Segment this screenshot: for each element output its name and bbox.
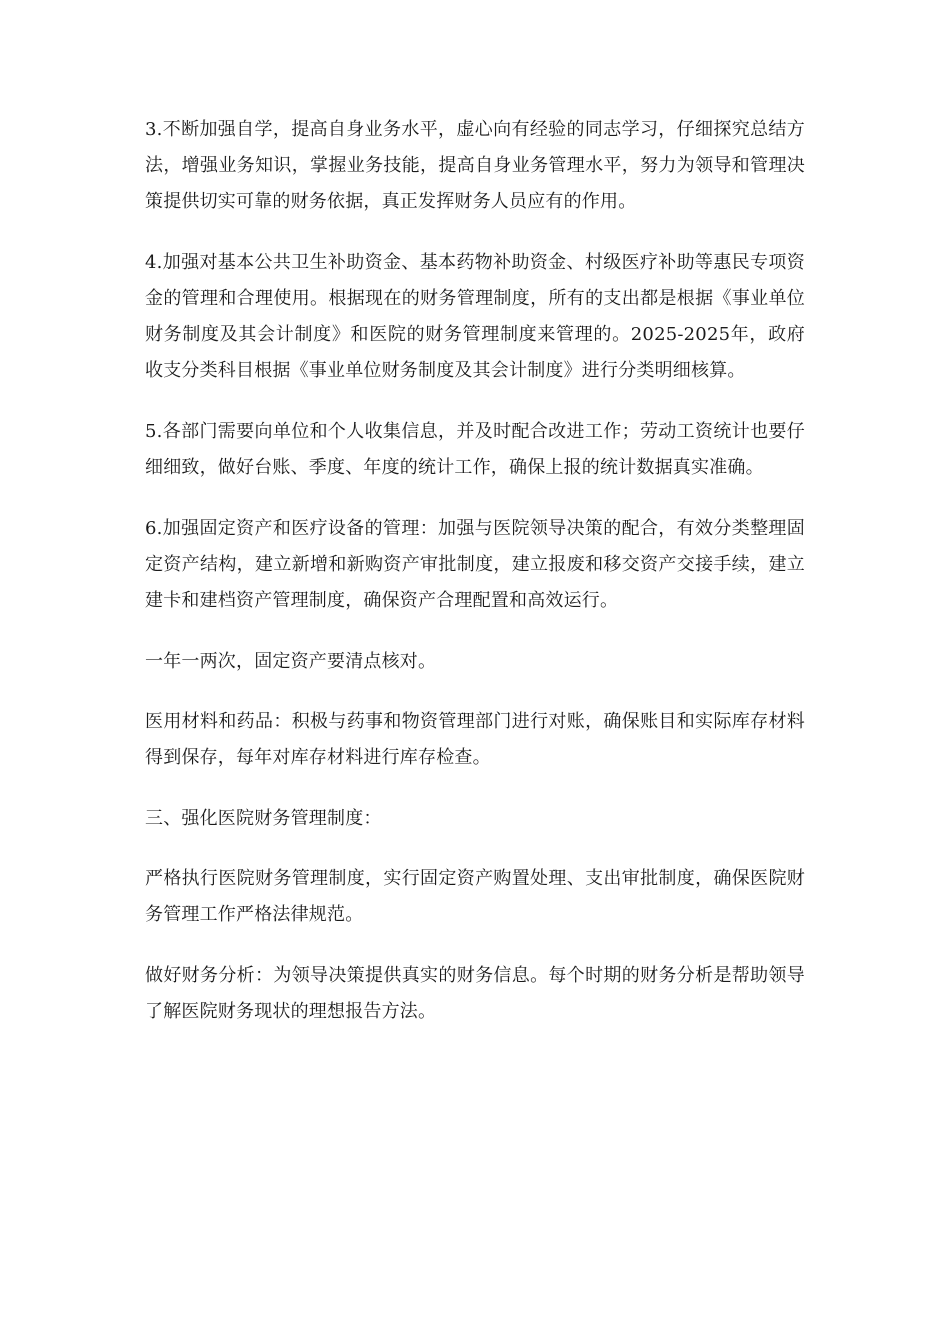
paragraph-asset-check: 一年一两次，固定资产要清点核对。: [145, 651, 437, 672]
document-body: [145, 112, 805, 1055]
paragraph-financial-analysis: 做好财务分析：为领导决策提供真实的财务信息。每个时期的财务分析是帮助领导了解医院财务现状的理想报告方法。: [145, 965, 805, 1022]
paragraph-item-6: 6.加强固定资产和医疗设备的管理：加强与医院领导决策的配合，有效分类整理固定资产结构，建立新增和新购资产审批制度，建立报废和移交资产交接手续，建立建卡和建档资产管理制度，确保资产合理配置和高效运行。: [145, 518, 805, 611]
paragraph-item-5: 5.各部门需要向单位和个人收集信息，并及时配合改进工作；劳动工资统计也要仔细细致，做好台账、季度、年度的统计工作，确保上报的统计数据真实准确。: [145, 421, 805, 478]
paragraph-medical-materials: 医用材料和药品：积极与药事和物资管理部门进行对账，确保账目和实际库存材料得到保存，每年对库存材料进行库存检查。: [145, 711, 805, 768]
paragraph-strict-execution: 严格执行医院财务管理制度，实行固定资产购置处理、支出审批制度，确保医院财务管理工作严格法律规范。: [145, 868, 805, 925]
section-heading-3: 三、强化医院财务管理制度：: [145, 808, 382, 829]
paragraph-item-4: 4.加强对基本公共卫生补助资金、基本药物补助资金、村级医疗补助等惠民专项资金的管理和合理使用。根据现在的财务管理制度，所有的支出都是根据《事业单位财务制度及其会计制度》和医院的财务管理制度来管理的。2025-2025年，政府收支分类科目根据《事业单位财务制度及其会计制度》进行分类明细核算。: [145, 252, 805, 381]
paragraph-item-3: 3.不断加强自学，提高自身业务水平，虚心向有经验的同志学习，仔细探究总结方法，增强业务知识，掌握业务技能，提高自身业务管理水平，努力为领导和管理决策提供切实可靠的财务依据，真正发挥财务人员应有的作用。: [145, 119, 805, 212]
